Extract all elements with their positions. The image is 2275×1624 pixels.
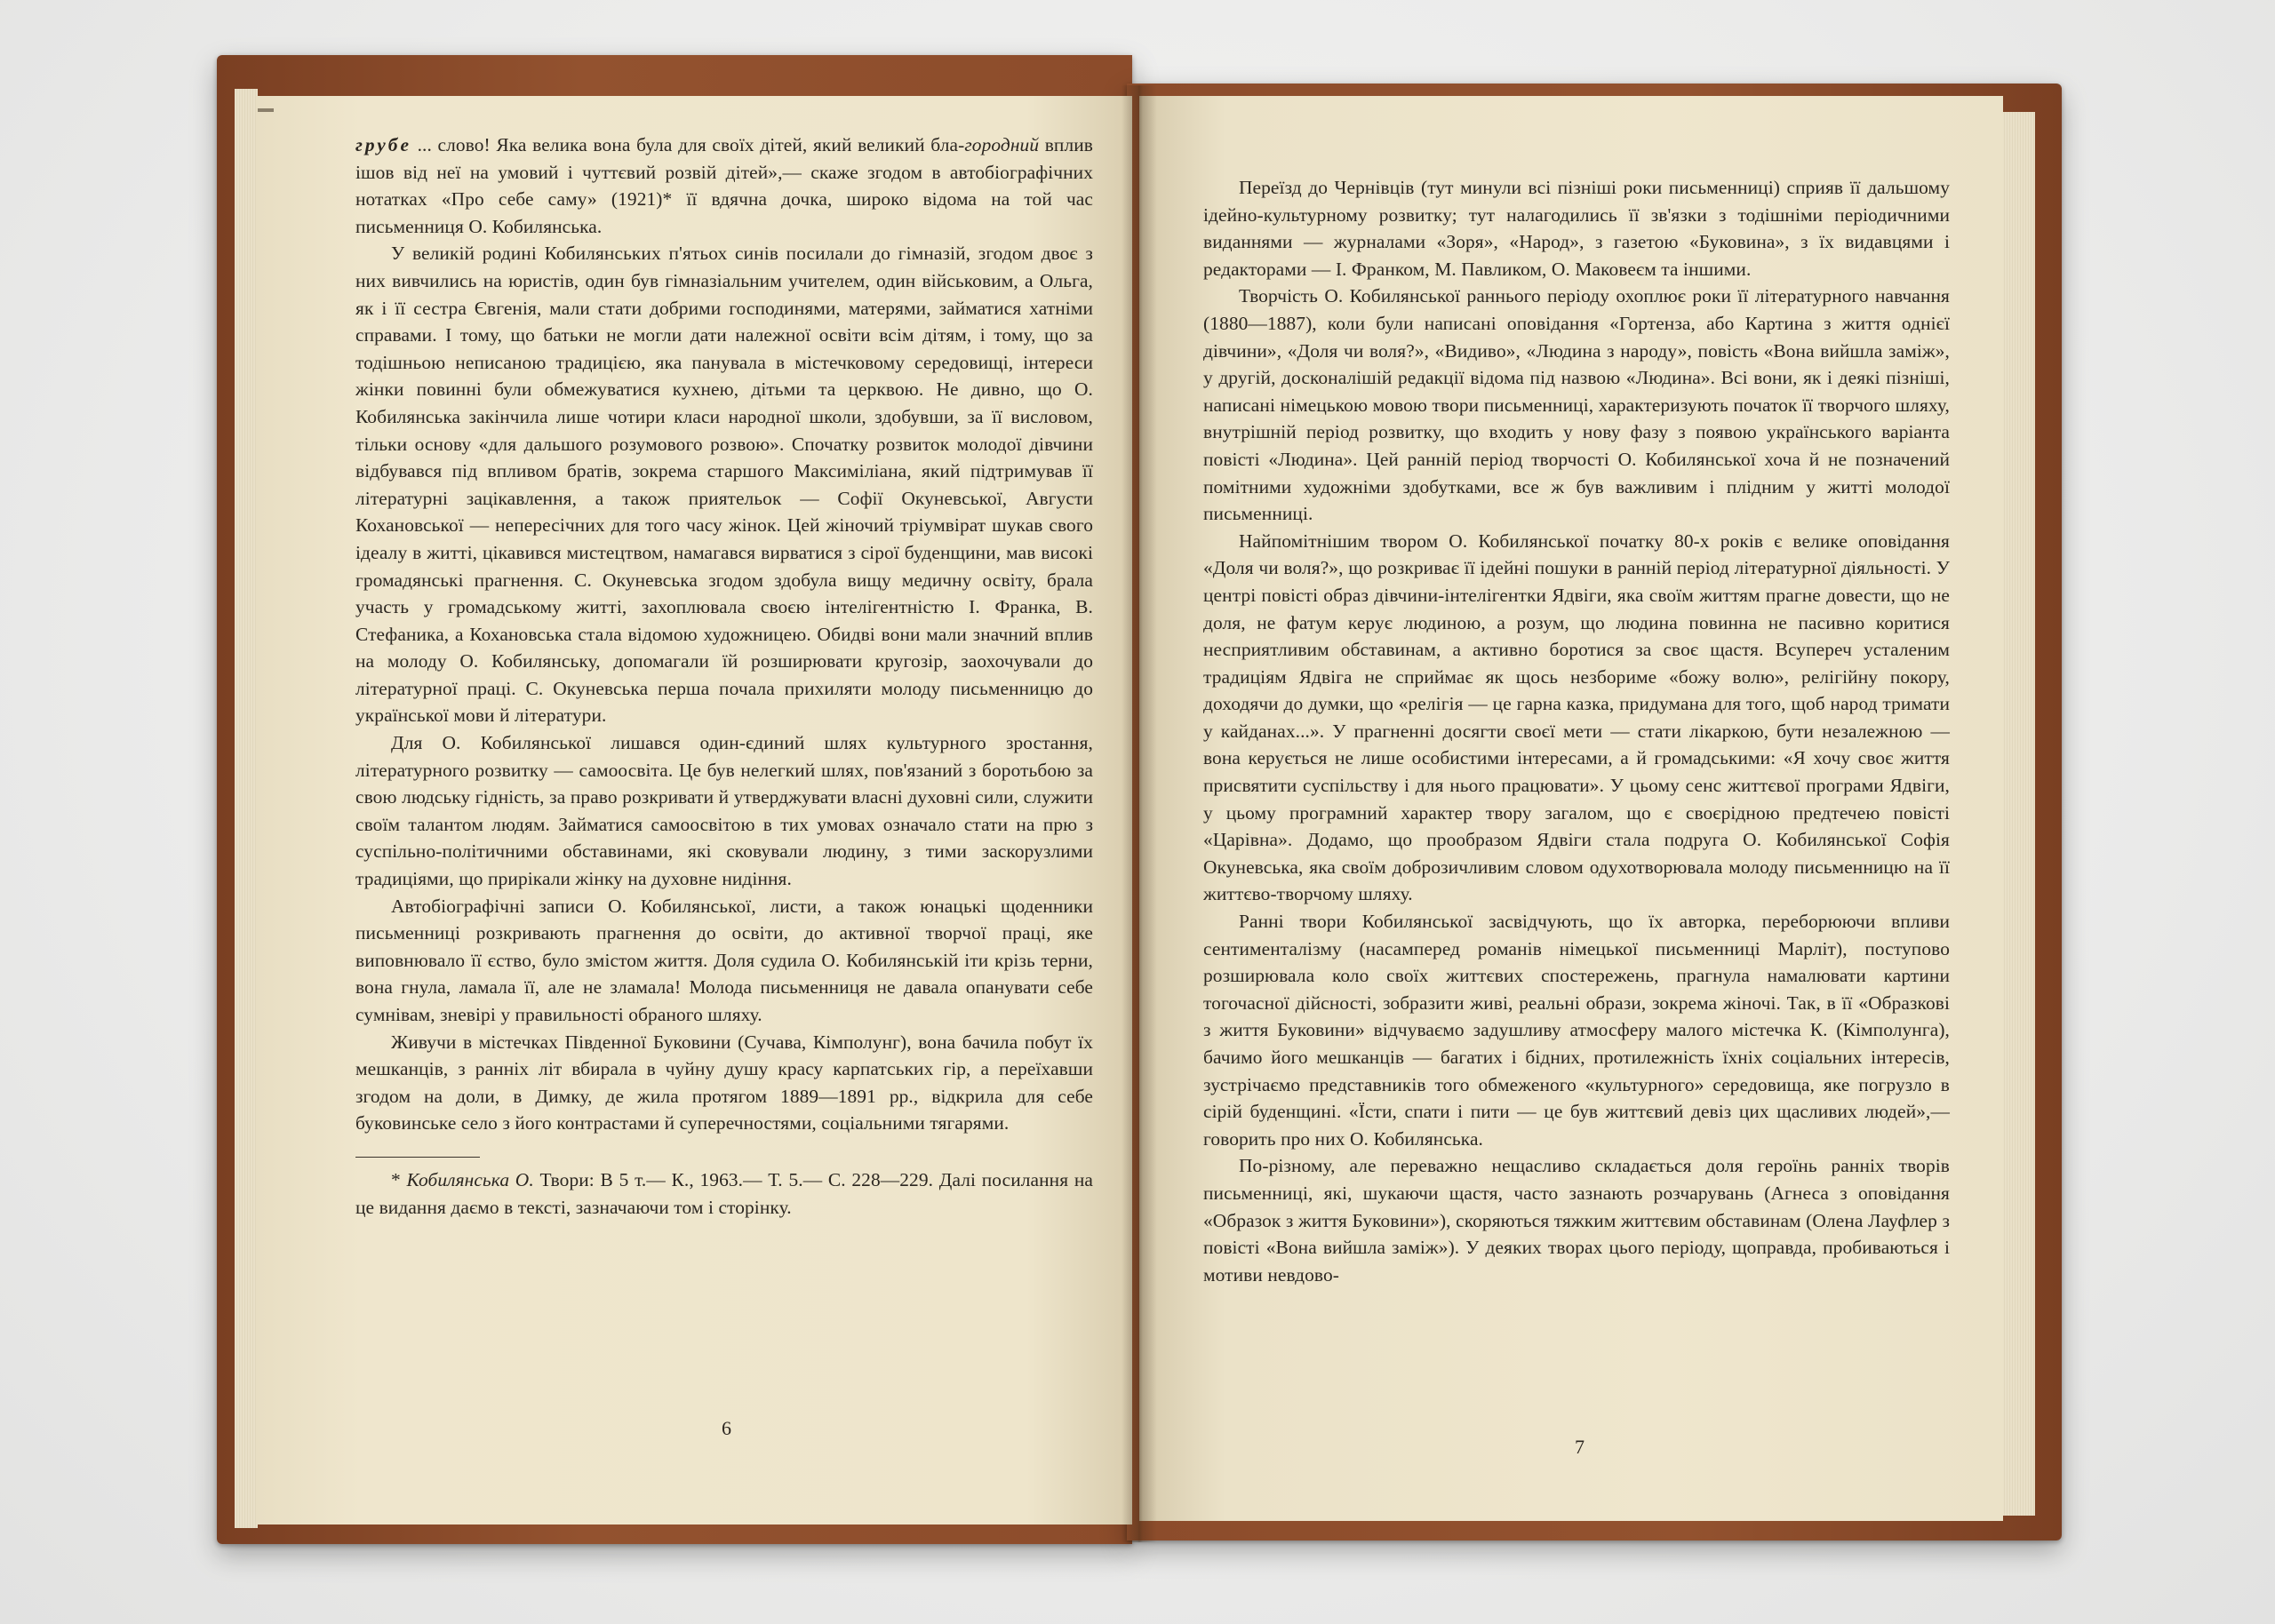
right-paragraph-5: По-різному, але переважно нещасливо складається доля героїнь ранніх творів письменниці, які, шукаючи щастя, часто зазнають розчарувань (Агнеса з оповідання «Образок з життя Буковини»), скоряються тяжким життєвим обставинам (Олена Лауфлер з повісті «Вона вийшла заміж»). У деяких творах цього періоду, щоправда, пробиваються і мотиви невдово- (1203, 1155, 1950, 1286)
page-stack-right (2000, 112, 2035, 1516)
footnote-text: Твори: В 5 т.— К., 1963.— Т. 5.— С. 228—229. Далі посилання на це видання даємо в тексті, зазначаючи том і сторінку. (355, 1168, 1093, 1218)
page-number-left: 6 (722, 1417, 731, 1439)
footnote-marker: * (391, 1168, 407, 1190)
text-run: вплив ішов від неї на умовий і чуттєвий розвій дітей»,— скаже згодом в автобіографічних нотатках «Про себе саму» (1921)* її вдячна дочка, широко відома на той час письменниця О. Кобилянська. (355, 134, 1094, 237)
right-paragraph-2: Творчість О. Кобилянської раннього періоду охоплює роки її літературного навчання (1880—1887), коли були написані оповідання «Гортенза, або Картина з життя однієї дівчини», «Доля чи воля?», «Видиво», «Людина з народу», повість «Вона вийшла заміж», у другій, досконалішій редакції відома під назвою «Людина». Всі вони, як і деякі пізніші, написані німецькою мовою твори письменниці, характеризують початок її творчого шляху, внутрішній період розвитку, що входить у нову фазу з появою українського варіанта повісті «Людина». Цей ранній період творчості О. Кобилянської хоча й не позначений помітними художніми здобутками, все ж був важливим і плідним у житті молодої письменниці. (1203, 285, 1950, 525)
page-stack-left (235, 89, 258, 1528)
right-paragraph-3: Найпомітнішим твором О. Кобилянської початку 80-х років є велике оповідання «Доля чи воля?», що розкриває її ідейні пошуки в ранній період літературної діяльності. У центрі повісті образ дівчини-інтелігентки Ядвіги, яка своїм життям прагне довести, що не доля, не фатум керує людиною, а розум, що людина повинна не пасивно коритися несприятливим обставинам, а активно боротися за своє щастя. Всупереч усталеним традиціям Ядвіга не сприймає як щось незборимe «божу волю», релігійну покору, доходячи до думки, що «релігія — це гарна казка, придумана для того, щоб народ тримати у кайданах...». У прагненні досягти своєї мети — стати лікаркою, бути незалежною — вона керується не лише особистими інтересами, а й громадськими: «Я хочу своє життя присвятити суспільству і для нього працювати». У цьому сенс життєвої програми Ядвіги, у цьому програмний характер твору загалом, що є своєрідною предтечею повісті «Царівна». Додамо, що прообразом Ядвіги стала подруга О. Кобилянської Софія Окуневська, яка своїм доброзичливим словом одухотворювала молоду письменницю на її життєво-творчому шляху. (1203, 529, 1950, 905)
footnote (355, 1166, 1093, 1221)
book-gutter (1122, 85, 1157, 1542)
right-paragraph-4: Ранні твори Кобилянської засвідчують, що їх авторка, переборюючи впливи сентименталізму (насамперед романів німецької письменниці Марліт), поступово розширювала коло своїх життєвих спостережень, прагнула намалювати картини тогочасної дійсності, зобразити живі, реальні образи, зокрема жіночі. Так, в її «Образкові з життя Буковини» відчуваємо задушливу атмосферу малого містечка К. (Кімполунга), бачимо його мешканців — багатих і бідних, протилежність їхніх соціальних інтересів, зустрічаємо представників того обмеженого «культурного» середовища, яке погрузло в сірій буденщині. «Їсти, спати і пити — це був життєвий девіз цих щасливих людей»,— говорить про них О. Кобилянська. (1203, 911, 1950, 1150)
page-number-right: 7 (1575, 1436, 1585, 1458)
left-paragraph-1 (355, 131, 1093, 240)
left-page (256, 96, 1132, 1524)
page-marker (258, 108, 274, 112)
left-paragraph-5: Живучи в містечках Південної Буковини (Сучава, Кімполунг), вона бачила побут їх мешканців, з ранніх літ вбирала в чуйну душу красу карпатських гір, а переїхавши згодом на доли, в Димку, де жила протягом 1889—1891 рр., відкрила для себе буковинське село з його контрастами й суперечностями, соціальними тягарями. (355, 1031, 1093, 1134)
left-paragraph-2: У великій родині Кобилянських п'ятьох синів посилали до гімназій, згодом двоє з них вивчились на юристів, один був гімназіальним учителем, один військовим, а Ольга, як і її сестра Євгенія, мали стати добрими господинями, матерями, займатися хатніми справами. І тому, що батьки не могли дати належної освіти всім дітям, і тому, що за тодішньою неписаною традицією, яка панувала в містечковому середовищі, інтереси жінки повинні були обмежуватися кухнею, дітьми та церквою. Не дивно, що О. Кобилянська закінчила лише чотири класи народної школи, здобувши, за її висловом, тільки основу «для дальшого розумового розвою». Спочатку розвиток молодої дівчини відбувався під впливом братів, зокрема старшого Максиміліана, який підтримував її літературні зацікавлення, а також приятельок — Софії Окуневської, Августи Кохановської — непересічних для того часу жінок. Цей жіночий тріумвірат шукав свого ідеалу в житті, цікавився мистецтвом, намагався вирватися з сірої буденщини, мав високі громадянські прагнення. С. Окуневська згодом здобула вищу медичну освіту, брала участь у громадському житті, захоплювала своєю інтелігентністю І. Франка, В. Стефаника, а Кохановська стала відомою художницею. Обидві вони мали значний вплив на молоду О. Кобилянську, допомагали їй розширювати кругозір, заохочували до літературної праці. С. Окуневська перша почала прихиляти молоду письменницю до української мови й літератури. (355, 243, 1093, 727)
right-page (1139, 96, 2003, 1521)
footnote-author: Кобилянська О. (406, 1168, 534, 1190)
right-paragraph-1: Переїзд до Чернівців (тут минули всі пізніші роки письменниці) сприяв її дальшому ідейно-культурному розвитку; тут налагодились її зв'язки з тодішніми періодичними виданнями — журналами «Зоря», «Народ», з газетою «Буковина», з їх видавцями і редакторами — І. Франком, М. Павликом, О. Маковеєм та іншими. (1203, 177, 1950, 280)
emphasized-word: грубе (355, 134, 411, 155)
left-paragraph-3: Для О. Кобилянської лишався один-єдиний шлях культурного зростання, літературного розвитку — самоосвіта. Це був нелегкий шлях, пов'язаний з боротьбою за свою людську гідність, за право розкривати й утверджувати власні духовні сили, служити своїм талантом людям. Займатися самоосвітою в тих умовах означало стати на прю з суспільно-політичними обставинами, які сковували людину, з тими заскорузлими традиціями, що прирікали жінку на духовне нидіння. (355, 732, 1093, 890)
left-paragraph-4: Автобіографічні записи О. Кобилянської, листи, а також юнацькі щоденники письменниці розкривають прагнення до освіти, до активної творчої праці, яке виповнювало її єство, було змістом життя. Доля судила О. Кобилянській іти крізь терни, вона гнула, ламала її, але не зламала! Молода письменниця не давала опанувати себе сумнівам, зневірі у правильності обраного шляху. (355, 895, 1093, 1025)
italic-word: городний (964, 134, 1040, 155)
text-run: ... слово! Яка велика вона була для своїх дітей, який великий бла- (411, 134, 965, 155)
footnote-divider (355, 1157, 480, 1158)
